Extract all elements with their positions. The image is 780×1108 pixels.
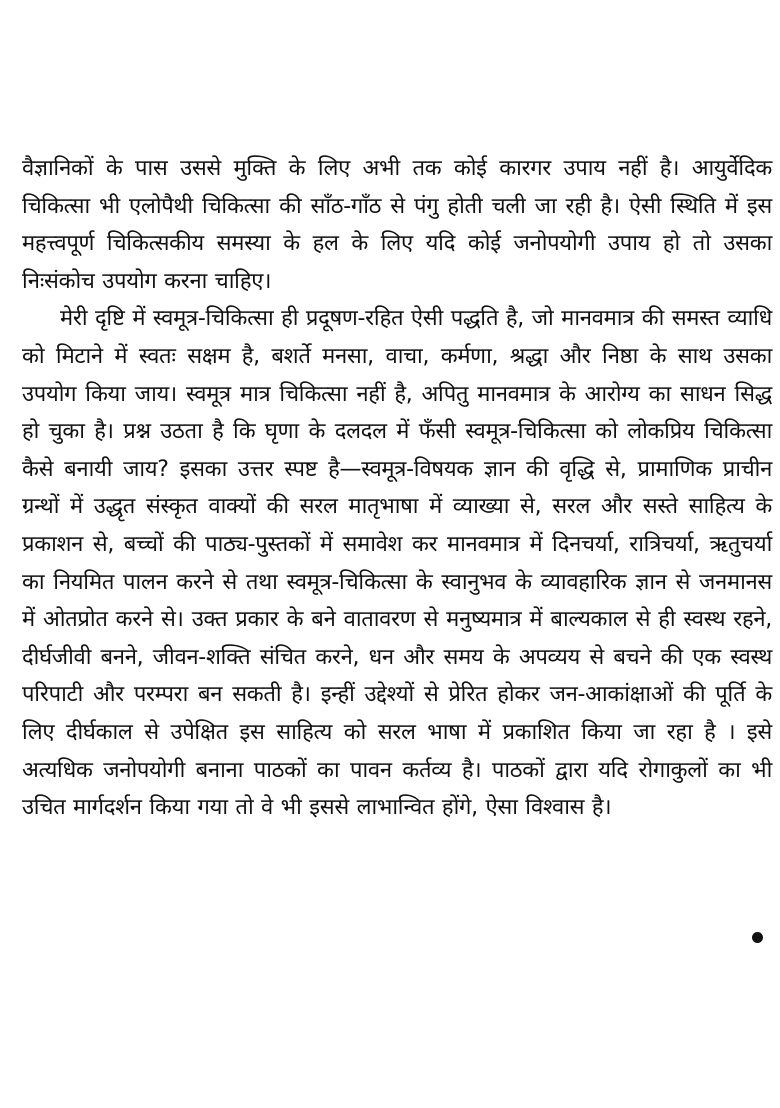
document-page — [22, 150, 772, 827]
end-of-text-bullet-icon — [752, 932, 763, 943]
paragraph-1: वैज्ञानिकों के पास उससे मुक्ति के लिए अभी तक कोई कारगर उपाय नहीं है। आयुर्वेदिक चिकित्सा भी एलोपैथी चिकित्सा की साँठ-गाँठ से पंगु होती चली जा रही है। ऐसी स्थिति में इस महत्त्वपूर्ण चिकित्सकीय समस्या के हल के लिए यदि कोई जनोपयोगी उपाय हो तो उसका निःसंकोच उपयोग करना चाहिए। — [22, 156, 772, 294]
paragraph-2: मेरी दृष्टि में स्वमूत्र-चिकित्सा ही प्रदूषण-रहित ऐसी पद्धति है, जो मानवमात्र की समस्त व्याधि को मिटाने में स्वतः सक्षम है, बशर्ते मनसा, वाचा, कर्मणा, श्रद्धा और निष्ठा के साथ उसका उपयोग किया जाय। स्वमूत्र मात्र चिकित्सा नहीं है, अपितु मानवमात्र के आरोग्य का साधन सिद्ध हो चुका है। प्रश्न उठता है कि घृणा के दलदल में फँसी स्वमूत्र-चिकित्सा को लोकप्रिय चिकित्सा कैसे बनायी जाय? इसका उत्तर स्पष्ट है—स्वमूत्र-विषयक ज्ञान की वृद्धि से, प्रामाणिक प्राचीन ग्रन्थों में उद्धृत संस्कृत वाक्यों की सरल मातृभाषा में व्याख्या से, सरल और सस्ते साहित्य के प्रकाशन से, बच्चों की पाठ्य-पुस्तकों में समावेश कर मानवमात्र में दिनचर्या, रात्रिचर्या, ऋतुचर्या का नियमित पालन करने से तथा स्वमूत्र-चिकित्सा के स्वानुभव के व्यावहारिक ज्ञान से जनमानस में ओतप्रोत करने से। उक्त प्रकार के बने वातावरण से मनुष्यमात्र में बाल्यकाल से ही स्वस्थ रहने, दीर्घजीवी बनने, जीवन-शक्ति संचित करने, धन और समय के अपव्यय से बचने की एक स्वस्थ परिपाटी और परम्परा बन सकती है। इन्हीं उद्देश्यों से प्रेरित होकर जन-आकांक्षाओं की पूर्ति के लिए दीर्घकाल से उपेक्षित इस साहित्य को सरल भाषा में प्रकाशित किया जा रहा है । इसे अत्यधिक जनोपयोगी बनाना पाठकों का पावन कर्तव्य है। पाठकों द्वारा यदि रोगाकुलों का भी उचित मार्गदर्शन किया गया तो वे भी इससे लाभान्वित होंगे, ऐसा विश्वास है। — [22, 306, 772, 821]
